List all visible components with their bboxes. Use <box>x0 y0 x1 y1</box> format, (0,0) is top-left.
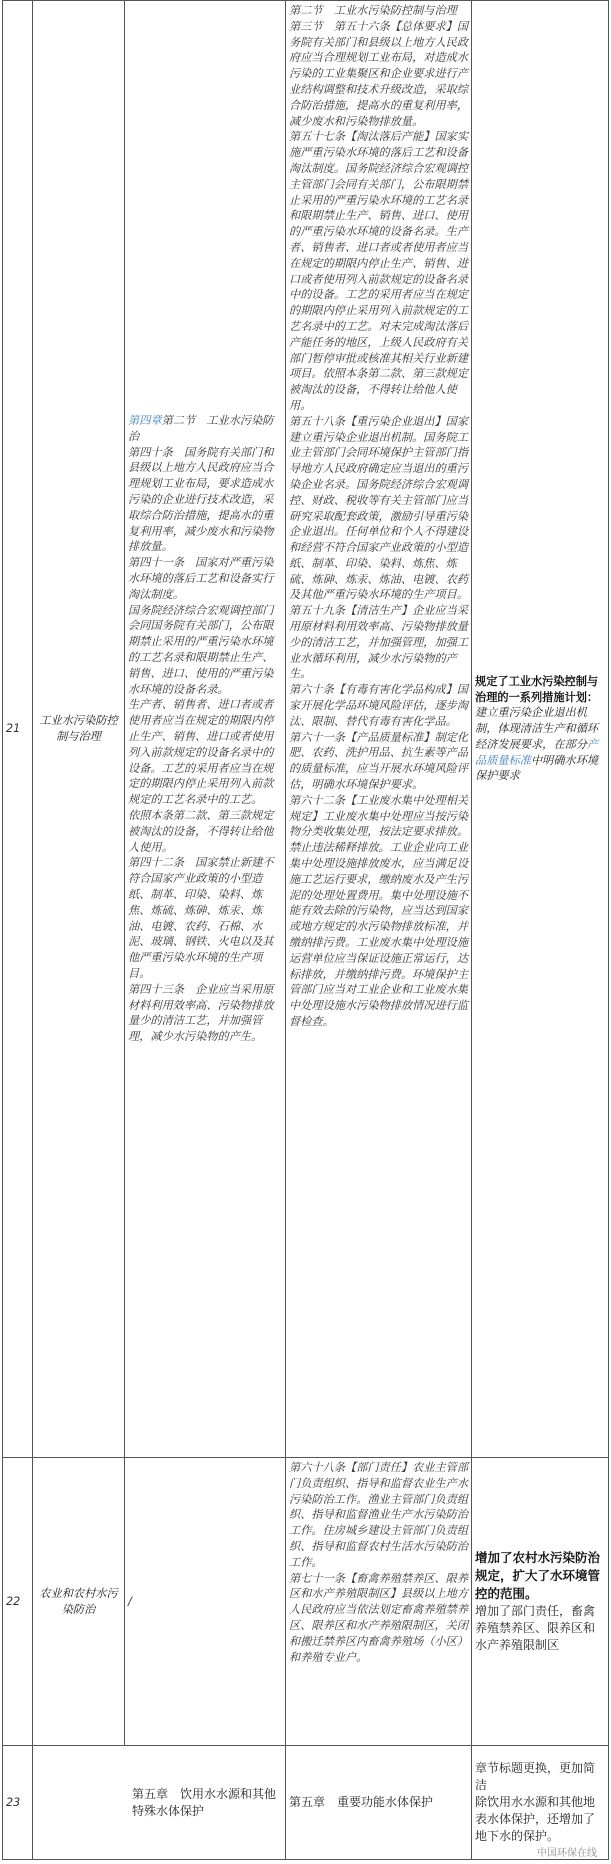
new-paragraph: 第二节 工业水污染防控制与治理 <box>289 4 457 17</box>
change-note <box>472 1458 609 1746</box>
old-paragraph: 第四十二条 国家禁止新建不符合国家产业政策的小型造纸、制革、印染、染料、炼焦、炼硫、炼砷、炼汞、炼油、电镀、农药、石棉、水泥、玻璃、钢铁、火电以及其他严重污染水环境的生产项目。 <box>128 856 274 980</box>
note-summary: 增加了农村水污染防治规定，扩大了水环境管控的范围。 <box>475 1550 601 1601</box>
new-paragraph: 第六十二条【工业废水集中处理相关规定】工业废水集中处理应当按污染物分类收集处理，按法定要求排放。禁止违法稀释排放。工业企业向工业集中处理设施排放废水，应当满足设施工艺运行要求，缴纳废水及产生污泥的处理处置费用。集中处理设施不能有效去除的污染物，应当达到国家或地方规定的水污染物排放标准，并缴纳排污费。工业废水集中处理设施运营单位应当保证设施正常运行，达标排放，并缴纳排污费。环境保护主管部门应当对工业企业和工业废水集中处理设施水污染物排放情况进行监督检查。 <box>289 793 469 1028</box>
new-law-text <box>286 1458 472 1746</box>
row-topic: 工业水污染防控制与治理 <box>33 1 125 1458</box>
new-paragraph: 第七十一条【畜禽养殖禁养区、限养区和水产养殖限制区】县级以上地方人民政府应当依法划定畜禽养殖禁养区、限养区和水产养殖限制区，关闭和搬迁禁养区内畜禽养殖场（小区）和养殖专业户。 <box>289 1571 469 1664</box>
note-detail: 增加了部门责任，畜禽养殖禁养区、限养区和水产养殖限制区 <box>475 1604 596 1652</box>
row-number: 23 <box>3 1746 33 1860</box>
old-heading: 第四章第二节 工业水污染防治 <box>128 414 274 443</box>
note-line: 除饮用水水源和其他地表水体保护，还增加了地下水的保护。 <box>475 1795 596 1843</box>
table-row <box>3 1 609 1458</box>
new-paragraph: 第六十八条【部门责任】农业主管部门负责组织、指导和监督农业生产水污染防治工作。渔业主管部门负责组织、指导和监督渔业生产水污染防治工作。住房城乡建设主管部门负责组织、指导和监督农村生活水污染防治工作。 <box>289 1461 469 1569</box>
new-paragraph: 第五十八条【重污染企业退出】国家建立重污染企业退出机制。国务院工业主管部门会同环境保护主管部门指导地方人民政府确定应当退出的重污染企业名录。国务院经济综合宏观调控、财政、税收等有关主管部门应当研究采取配套政策，激励引导重污染企业退出。任何单位和个人不得建设和经营不符合国家产业政策的小型造纸、制革、印染、染料、炼焦、炼硫、炼砷、炼汞、炼油、电镀、农药及其他严重污染水环境的生产项目。 <box>289 414 469 602</box>
note-detail: 建立重污染企业退出机制，体现清洁生产和循环经济发展要求，在部分 <box>475 706 599 751</box>
old-paragraph: 第四十三条 企业应当采用原材料利用效率高、污染物排放量少的清洁工艺，并加强管理，减少水污染物的产生。 <box>128 982 274 1044</box>
watermark: 中国环保在线 <box>537 1848 597 1859</box>
product-standard-link[interactable]: 产品质量标准 <box>475 737 599 767</box>
new-paragraph: 第六十条【有毒有害化学品构成】国家开展化学品环境风险评估，逐步淘汰、限制、替代有毒有害化学品。 <box>289 683 469 728</box>
new-paragraph: 第五十七条【淘汰落后产能】国家实施严重污染水环境的落后工艺和设备淘汰制度。国务院经济综合宏观调控主管部门会同有关部门，公布限期禁止采用的严重污染水环境的工艺名录和限期禁止生产、销售、进口、使用的严重污染水环境的设备名录。生产者、销售者、进口者或者使用者应当在规定的期限内停止生产、销售、进口或者使用列入前款规定的设备名录中的设备。工艺的采用者应当在规定的期限内停止采用列入前款规定的工艺名录中的工艺。对未完成淘汰落后产能任务的地区，上级人民政府有关部门暂停审批或核准其相关行业新建项目。依照本条第二款、第三款规定被淘汰的设备，不得转让给他人使用。 <box>289 130 469 412</box>
old-paragraph: 国务院经济综合宏观调控部门会同国务院有关部门，公布限期禁止采用的严重污染水环境的工艺名录和限期禁止生产、销售、进口、使用的严重污染水环境的设备名录。 <box>128 603 274 696</box>
row-number: 22 <box>3 1458 33 1746</box>
note-line: 章节标题更换，更加简洁 <box>475 1761 596 1792</box>
row-number: 21 <box>3 1 33 1458</box>
note-summary: 规定了工业水污染控制与治理的一系列措施计划： <box>475 674 599 704</box>
new-paragraph: 第六十一条【产品质量标准】制定化肥、农药、洗护用品、抗生素等产品的质量标准，应当开展水环境风险评估，明确水环境保护要求。 <box>289 730 469 792</box>
new-law-text <box>286 1 472 1458</box>
old-law-text: 第五章 饮用水水源和其他特殊水体保护 <box>33 1746 286 1860</box>
comparison-table <box>2 0 609 1860</box>
change-note <box>472 1 609 1458</box>
old-paragraph: 第四十一条 国家对严重污染水环境的落后工艺和设备实行淘汰制度。 <box>128 556 274 601</box>
new-paragraph: 第三节 第五十六条【总体要求】国务院有关部门和县级以上地方人民政府应当合理规划工业布局，对造成水污染的工业集聚区和企业要求进行产业结构调整和技术升级改造，采取综合防治措施，提高水的重复利用率，减少废水和污染物排放量。 <box>289 19 469 128</box>
change-note <box>472 1746 609 1860</box>
table-row <box>3 1746 609 1860</box>
old-paragraph: 依照本条第二款、第三款规定被淘汰的设备，不得转让给他人使用。 <box>128 808 274 854</box>
chapter-link[interactable]: 第四章 <box>128 414 162 428</box>
new-law-text: 第五章 重要功能水体保护 <box>286 1746 472 1860</box>
old-paragraph: 生产者、销售者、进口者或者使用者应当在规定的期限内停止生产、销售、进口或者使用列入前款规定的设备名录中的设备。工艺的采用者应当在规定的期限内停止采用列入前款规定的工艺名录中的工艺。 <box>128 698 274 807</box>
note-detail-end: 中明确水环境保护要求 <box>475 753 599 783</box>
old-paragraph: 第四十条 国务院有关部门和县级以上地方人民政府应当合理规划工业布局，要求造成水污染的企业进行技术改造，采取综合防治措施，提高水的重复利用率，减少废水和污染物排放量。 <box>128 445 274 554</box>
old-law-text: / <box>125 1458 286 1746</box>
row-topic: 农业和农村水污染防治 <box>33 1458 125 1746</box>
table-row <box>3 1458 609 1746</box>
new-paragraph: 第五十九条【清洁生产】企业应当采用原材料利用效率高、污染物排放量少的清洁工艺，并加强管理，加强工业水循环利用，减少水污染物的产生。 <box>289 604 469 681</box>
old-law-text <box>125 1 286 1458</box>
